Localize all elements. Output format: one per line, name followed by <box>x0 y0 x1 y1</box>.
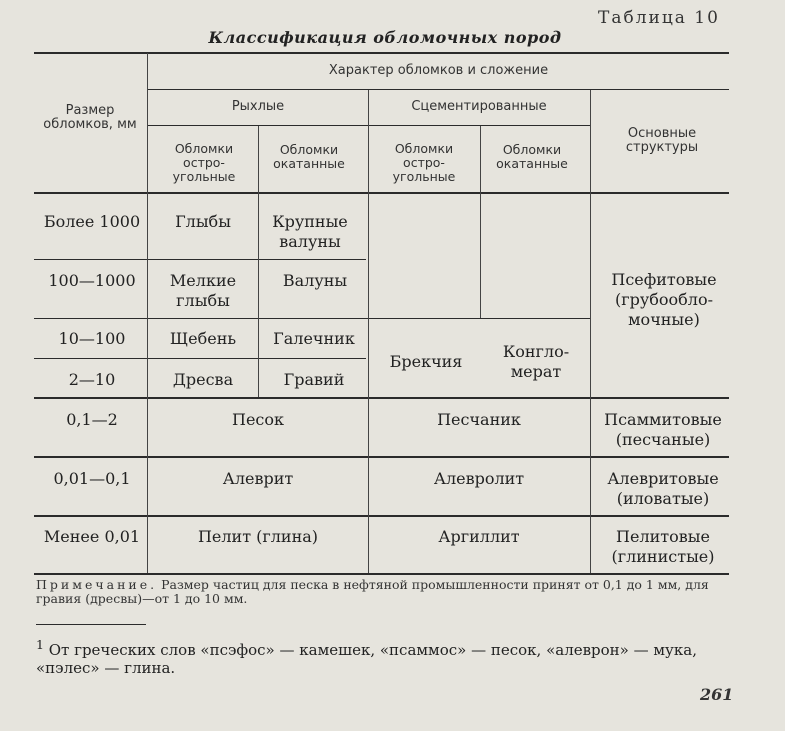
loose-rounded-cell-1: Крупные валуны <box>272 212 348 251</box>
col-rule-cemented-split <box>480 126 481 318</box>
header-bottom-rule <box>34 192 729 194</box>
footnote <box>36 636 756 677</box>
footnote-separator <box>36 624 146 625</box>
cemented-rounded-header: Обломки окатанные <box>496 142 568 171</box>
footnote-text: От греческих слов «псэфос» — камешек, «псаммос» — песок, «алеврон» — мука, «пэлес» — глина. <box>36 641 697 677</box>
row-rule-6 <box>34 515 729 517</box>
size-cell-1: Более 1000 <box>43 212 141 231</box>
table-number: Таблица 10 <box>598 8 720 28</box>
loose-angular-cell-1: Глыбы <box>175 212 231 231</box>
size-cell-5: 0,1—2 <box>66 410 118 429</box>
table-note <box>36 578 736 606</box>
psephitic-structure-cell: Псефитовые (грубообло-мочные) <box>611 270 717 329</box>
size-cell-3: 10—100 <box>58 329 126 348</box>
loose-cell-5: Песок <box>231 410 284 429</box>
loose-cell-6: Алеврит <box>222 469 294 488</box>
loose-rounded-cell-3: Галечник <box>273 329 355 348</box>
size-cell-7: Менее 0,01 <box>43 527 141 546</box>
size-column-header: Размер обломков, мм <box>43 103 137 132</box>
structure-cell-5: Псаммитовые (песчаные) <box>604 410 722 449</box>
size-cell-6: 0,01—0,1 <box>53 469 131 488</box>
structure-cell-7: Пелитовые (глинистые) <box>611 527 715 566</box>
breccia-cell: Брекчия <box>389 352 463 371</box>
row-rule-2 <box>34 318 590 319</box>
table-top-rule <box>34 52 729 54</box>
size-cell-4: 2—10 <box>68 370 116 389</box>
row-rule-3 <box>34 358 366 359</box>
col-rule-structures <box>590 90 591 573</box>
table-title: Классификация обломочных пород <box>208 28 562 47</box>
col-rule-loose-cemented <box>368 90 369 573</box>
structure-cell-6: Алевритовые (иловатые) <box>607 469 719 508</box>
note-lead: Примечание. <box>36 577 158 592</box>
loose-angular-cell-4: Дресва <box>172 370 234 389</box>
group-header-rule <box>148 89 729 90</box>
size-cell-2: 100—1000 <box>48 271 136 290</box>
cemented-cell-5: Песчаник <box>437 410 521 429</box>
loose-rounded-header: Обломки окатанные <box>273 142 345 171</box>
table-bottom-rule <box>34 573 729 575</box>
loose-rounded-cell-4: Гравий <box>283 370 345 389</box>
cemented-angular-header: Обломки остро-угольные <box>392 141 456 184</box>
row-rule-5 <box>34 456 729 458</box>
loose-rounded-cell-2: Валуны <box>282 271 348 290</box>
group-header: Характер обломков и сложение <box>328 63 549 78</box>
conglomerate-cell: Конгло-мерат <box>502 342 570 381</box>
page-number: 261 <box>700 685 734 704</box>
col-rule-size <box>147 53 148 573</box>
subgroup-header-rule <box>148 125 590 126</box>
col-rule-loose-split <box>258 126 259 397</box>
loose-header: Рыхлые <box>231 99 285 114</box>
footnote-marker: 1 <box>36 637 44 652</box>
loose-angular-cell-2: Мелкие глыбы <box>169 271 237 310</box>
structures-header: Основные структуры <box>625 126 699 155</box>
cemented-cell-7: Аргиллит <box>438 527 520 546</box>
loose-angular-cell-3: Щебень <box>169 329 237 348</box>
cemented-header: Сцементированные <box>411 99 547 114</box>
loose-angular-header: Обломки остро-угольные <box>172 141 236 184</box>
loose-cell-7: Пелит (глина) <box>197 527 319 546</box>
row-rule-1 <box>34 259 366 260</box>
row-rule-4 <box>34 397 729 399</box>
cemented-cell-6: Алевролит <box>433 469 525 488</box>
note-text: Размер частиц для песка в нефтяной промышленности принят от 0,1 до 1 мм, для гравия (дресвы)—от 1 до 10 мм. <box>36 577 709 606</box>
